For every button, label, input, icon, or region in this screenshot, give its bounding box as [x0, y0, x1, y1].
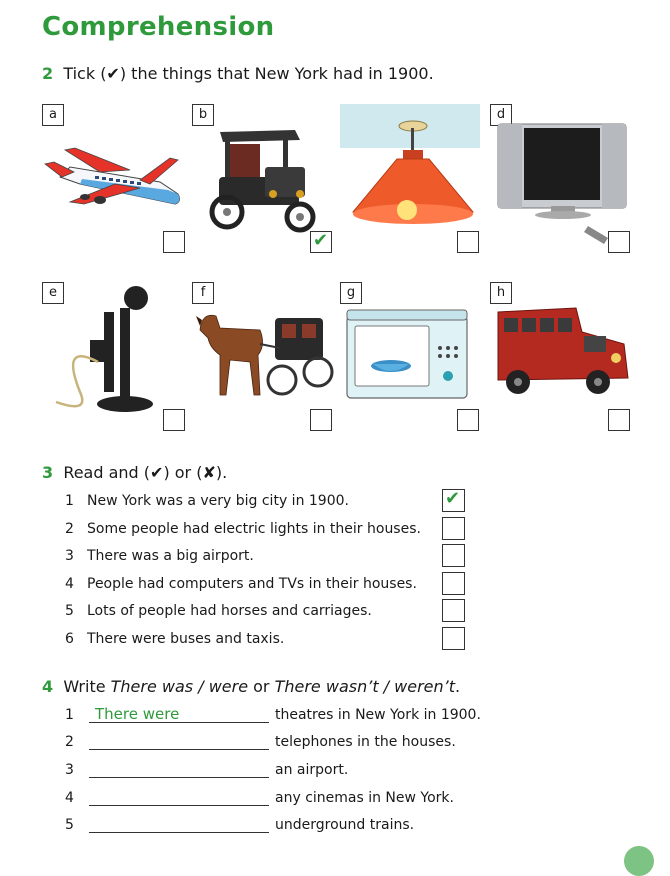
answer-text: There were [95, 705, 180, 723]
statement-number: 2 [65, 521, 74, 537]
q2-instruction: Tick (✔) the things that New York had in 1900. [63, 64, 434, 83]
answer-blank[interactable] [89, 832, 269, 833]
tick-mark: ✔ [313, 230, 329, 251]
q4-instruction-end: . [455, 677, 461, 696]
statement-number: 5 [65, 603, 74, 619]
tick-mark: ✔ [445, 488, 461, 509]
sentence-rest: telephones in the houses. [275, 734, 456, 750]
sentence-rest: theatres in New York in 1900. [275, 707, 481, 723]
checkbox-b[interactable] [310, 231, 332, 253]
sentence-rest: an airport. [275, 762, 349, 778]
q4-instruction-start: Write [63, 677, 111, 696]
sentence-rest: underground trains. [275, 817, 415, 833]
statement-row [65, 493, 349, 509]
sentence-rest: any cinemas in New York. [275, 790, 454, 806]
statement-text: Lots of people had horses and carriages. [87, 603, 372, 619]
statement-row [65, 603, 372, 619]
microwave-icon [345, 308, 475, 403]
page-corner-decoration [624, 846, 654, 876]
item-letter-a: a [42, 104, 64, 126]
statement-text: There were buses and taxis. [87, 631, 285, 647]
write-row-number: 3 [65, 762, 74, 778]
item-letter-b: b [192, 104, 214, 126]
write-row-number: 5 [65, 817, 74, 833]
q3-instruction: Read and (✔) or (✘). [63, 463, 228, 482]
checkbox-g[interactable] [457, 409, 479, 431]
answer-blank[interactable] [89, 805, 269, 806]
candlestick-telephone-icon [50, 282, 160, 422]
item-letter-e: e [42, 282, 64, 304]
checkbox-h[interactable] [608, 409, 630, 431]
statement-row [65, 631, 284, 647]
statement-row [65, 548, 254, 564]
statement-row [65, 521, 421, 537]
q4-instruction-italic-2: There wasn’t / weren’t [274, 677, 455, 696]
checkbox-c[interactable] [457, 231, 479, 253]
airplane-icon [40, 122, 185, 217]
statement-text: New York was a very big city in 1900. [87, 493, 349, 509]
checkbox-d[interactable] [608, 231, 630, 253]
answer-blank[interactable] [89, 749, 269, 750]
q4-instruction-or: or [248, 677, 275, 696]
statement-number: 3 [65, 548, 74, 564]
statement-text: People had computers and TVs in their houses. [87, 576, 417, 592]
statement-number: 1 [65, 493, 74, 509]
horse-and-carriage-icon [190, 300, 335, 405]
statement-checkbox-6[interactable] [442, 627, 465, 650]
item-letter-g: g [340, 282, 362, 304]
statement-text: Some people had electric lights in their houses. [87, 521, 421, 537]
q4-instruction-line [42, 677, 460, 696]
q4-number: 4 [42, 677, 54, 696]
checkbox-f[interactable] [310, 409, 332, 431]
write-row-number: 4 [65, 790, 74, 806]
q4-instruction-italic-1: There was / were [110, 677, 249, 696]
statement-number: 6 [65, 631, 74, 647]
write-row-number: 1 [65, 707, 74, 723]
statement-checkbox-1[interactable] [442, 489, 465, 512]
checkbox-e[interactable] [163, 409, 185, 431]
page-title: Comprehension [42, 12, 275, 42]
item-letter-h: h [490, 282, 512, 304]
statement-row [65, 576, 417, 592]
answer-blank[interactable] [89, 777, 269, 778]
statement-checkbox-3[interactable] [442, 544, 465, 567]
write-row-number: 2 [65, 734, 74, 750]
statement-checkbox-5[interactable] [442, 599, 465, 622]
ceiling-lamp-icon [345, 104, 480, 234]
q2-number: 2 [42, 64, 54, 83]
statement-number: 4 [65, 576, 74, 592]
statement-checkbox-4[interactable] [442, 572, 465, 595]
item-letter-d: d [490, 104, 512, 126]
statement-checkbox-2[interactable] [442, 517, 465, 540]
q2-instruction-line [42, 64, 434, 83]
old-car-icon [205, 122, 320, 237]
checkbox-a[interactable] [163, 231, 185, 253]
statement-text: There was a big airport. [87, 548, 254, 564]
q3-instruction-line [42, 463, 227, 482]
item-letter-f: f [192, 282, 214, 304]
bus-icon [494, 302, 634, 402]
q3-number: 3 [42, 463, 54, 482]
